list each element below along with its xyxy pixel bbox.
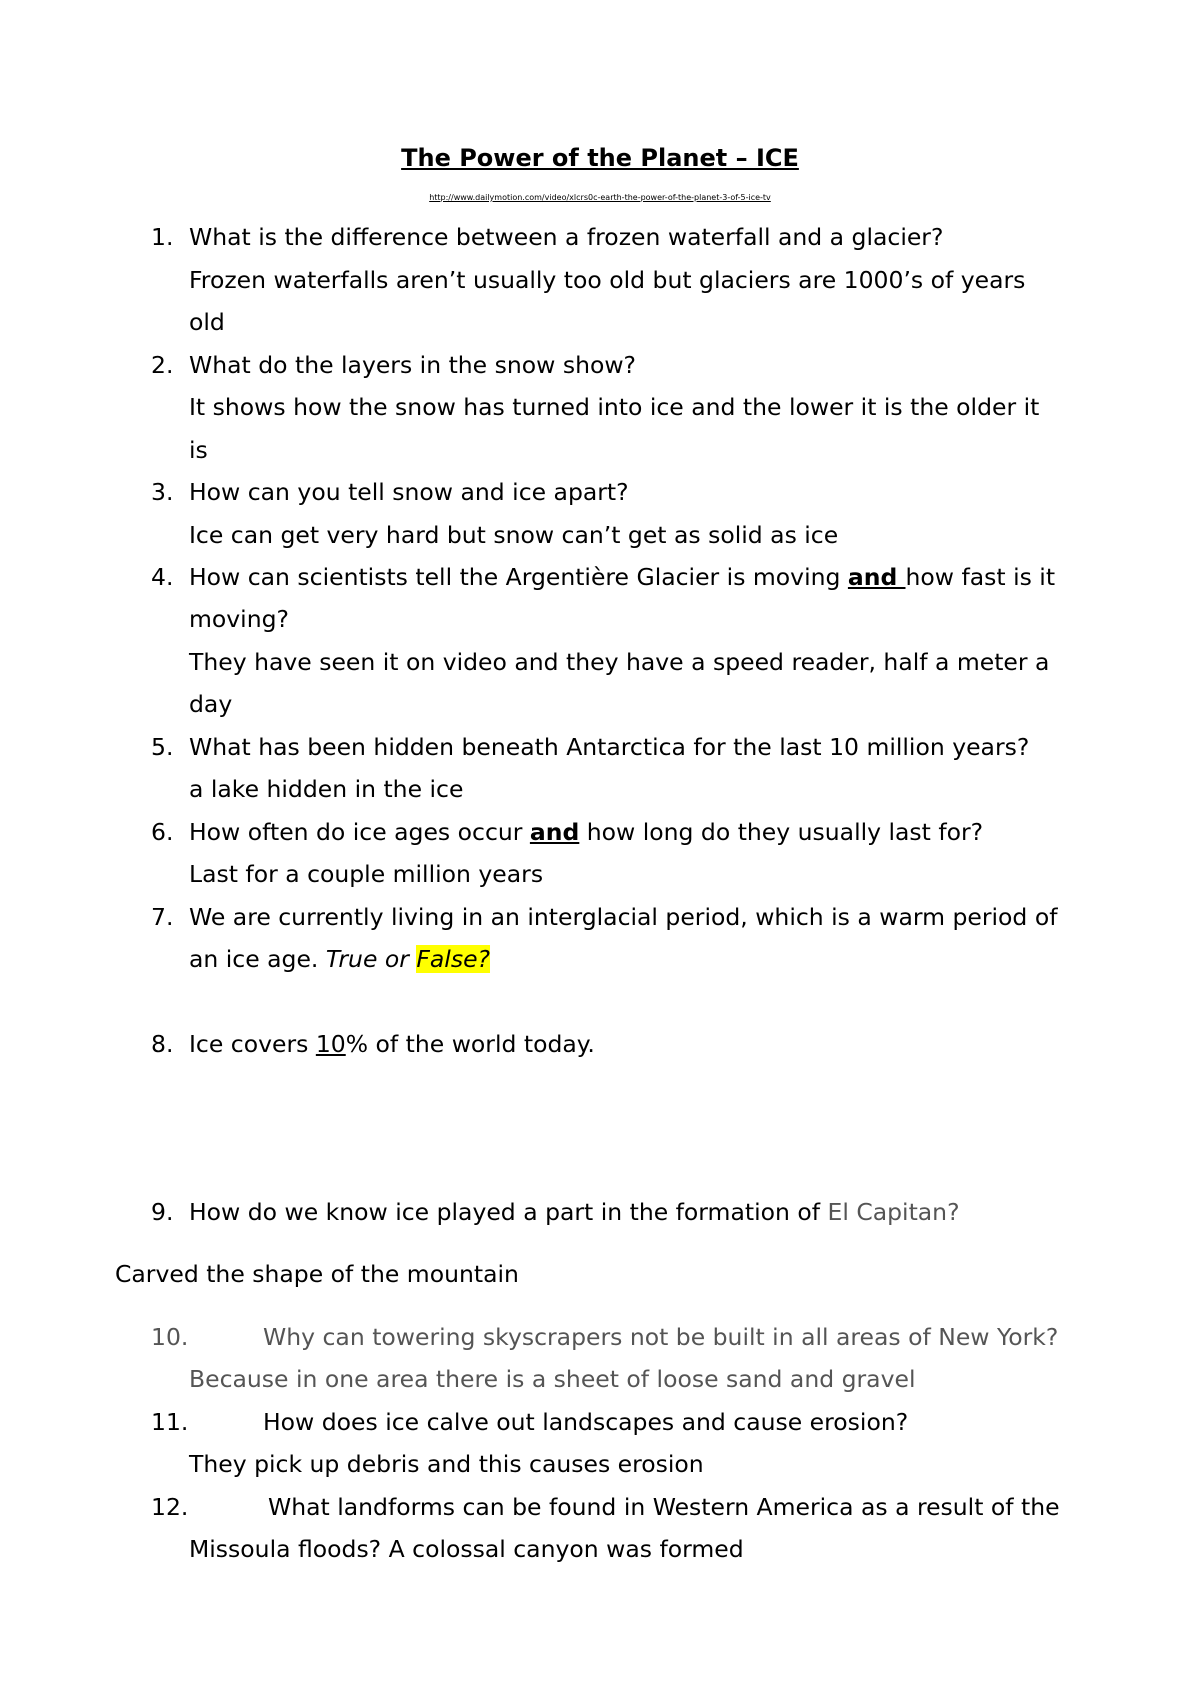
answer-11-line-1: They pick up debris and this causes erosion xyxy=(189,1450,704,1478)
question-8-text xyxy=(189,1029,595,1059)
question-12-number: 12. xyxy=(151,1493,189,1521)
answer-4-line-2: day xyxy=(189,690,233,718)
answer-10-line-1: Because in one area there is a sheet of loose sand and gravel xyxy=(189,1365,916,1393)
question-7-false-highlighted: False? xyxy=(416,945,491,973)
question-6-emphasis-and: and xyxy=(529,818,580,846)
question-7-number: 7. xyxy=(151,903,174,931)
question-2-text: What do the layers in the snow show? xyxy=(189,351,637,379)
question-1-number: 1. xyxy=(151,223,174,251)
question-9-text-part: How do we know ice played a part in the formation of xyxy=(189,1198,828,1226)
question-10-text: Why can towering skyscrapers not be built in all areas of New York? xyxy=(263,1323,1059,1351)
question-11-text: How does ice calve out landscapes and cause erosion? xyxy=(263,1408,909,1436)
question-4-emphasis-and: and xyxy=(847,563,906,591)
answer-1-line-1: Frozen waterfalls aren’t usually too old but glaciers are 1000’s of years xyxy=(189,266,1026,294)
question-6-text-part-2: how long do they usually last for? xyxy=(579,818,984,846)
document-title: The Power of the Planet – ICE xyxy=(401,144,799,172)
answer-9-line-1: Carved the shape of the mountain xyxy=(115,1260,519,1288)
answer-4-line-1: They have seen it on video and they have a speed reader, half a meter a xyxy=(189,648,1050,676)
question-11-number: 11. xyxy=(151,1408,189,1436)
question-6-text-part-1: How often do ice ages occur xyxy=(189,818,530,846)
video-url-link[interactable]: http://www.dailymotion.com/video/xlcrs0c-earth-the-power-of-the-planet-3-of-5-ice-tv xyxy=(429,193,771,202)
question-5-text: What has been hidden beneath Antarctica for the last 10 million years? xyxy=(189,733,1030,761)
question-8-number: 8. xyxy=(151,1030,174,1058)
question-6-number: 6. xyxy=(151,818,174,846)
question-9-text xyxy=(189,1197,960,1227)
question-12-text: What landforms can be found in Western America as a result of the xyxy=(268,1493,1060,1521)
question-4-text-line-2: moving? xyxy=(189,605,289,633)
answer-6-line-1: Last for a couple million years xyxy=(189,860,544,888)
question-7-true-or: True or xyxy=(325,945,417,973)
question-1-text: What is the difference between a frozen waterfall and a glacier? xyxy=(189,223,944,251)
question-3-number: 3. xyxy=(151,478,174,506)
question-8-text-part-1: Ice covers xyxy=(189,1030,316,1058)
question-10-number: 10. xyxy=(151,1323,189,1351)
question-5-number: 5. xyxy=(151,733,174,761)
question-4-text-part-2: how fast is it xyxy=(905,563,1056,591)
answer-5-line-1: a lake hidden in the ice xyxy=(189,775,464,803)
answer-3-line-1: Ice can get very hard but snow can’t get as solid as ice xyxy=(189,521,839,549)
answer-2-line-1: It shows how the snow has turned into ice and the lower it is the older it xyxy=(189,393,1040,421)
question-12-text-line-2: Missoula floods? A colossal canyon was formed xyxy=(189,1535,744,1563)
question-8-text-part-2: % of the world today. xyxy=(345,1030,595,1058)
question-8-answer-blank: 10 xyxy=(315,1030,346,1058)
answer-2-line-2: is xyxy=(189,436,208,464)
question-6-text xyxy=(189,817,983,847)
question-2-number: 2. xyxy=(151,351,174,379)
question-9-el-capitan: El Capitan? xyxy=(827,1198,960,1226)
question-4-number: 4. xyxy=(151,563,174,591)
question-4-text xyxy=(189,562,1055,592)
question-7-text: We are currently living in an interglacial period, which is a warm period of xyxy=(189,903,1058,931)
question-7-text-part: an ice age. xyxy=(189,945,326,973)
question-4-text-part-1: How can scientists tell the Argentière Glacier is moving xyxy=(189,563,848,591)
question-3-text: How can you tell snow and ice apart? xyxy=(189,478,629,506)
question-9-number: 9. xyxy=(151,1198,174,1226)
answer-1-line-2: old xyxy=(189,308,225,336)
question-7-text-line-2 xyxy=(189,944,490,974)
